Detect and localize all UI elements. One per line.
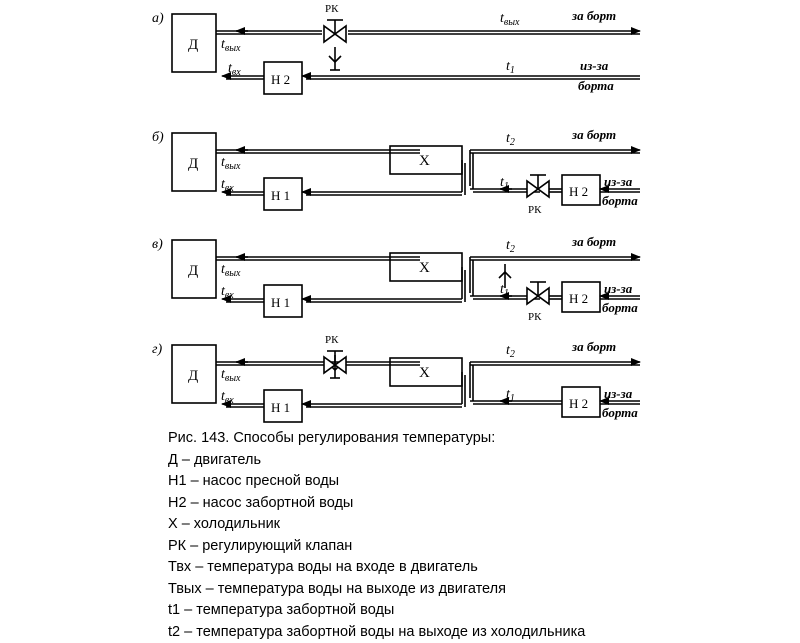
caption-line-valve: РК – регулирующий клапан	[168, 536, 788, 558]
label-intake-v2: борта	[602, 300, 638, 315]
block-label-cooler-g: Х	[419, 365, 430, 381]
t-label-out-v: $t_{вых}$	[221, 262, 241, 279]
t-label-t1-g: $t_1$	[506, 387, 515, 404]
caption-line-h2: Н2 – насос забортной воды	[168, 493, 788, 515]
block-label-h1-b: Н 1	[271, 188, 290, 203]
panel-label-g: г)	[152, 342, 162, 357]
caption-line-tvh: Твх – температура воды на входе в двигатель	[168, 557, 788, 579]
t-label-out-g: $t_{вых}$	[221, 367, 241, 384]
panel-label-v: в)	[152, 237, 163, 252]
caption-line-h1: Н1 – насос пресной воды	[168, 471, 788, 493]
block-label-h1-g: Н 1	[271, 400, 290, 415]
block-label-cooler-v: Х	[419, 260, 430, 276]
valve-label-b: РК	[528, 204, 542, 216]
block-label-engine-b: Д	[188, 156, 198, 172]
block-label-h1-v: Н 1	[271, 295, 290, 310]
caption-line-engine: Д – двигатель	[168, 450, 788, 472]
block-label-h2-a: Н 2	[271, 72, 290, 87]
valve-label-g: РК	[325, 334, 339, 346]
t-label-t1-b: $t_1$	[500, 175, 509, 192]
t-label-in-a: $t_{вх}$	[228, 61, 241, 78]
label-intake-g2: борта	[602, 405, 638, 420]
t-label-t2-v: $t_2$	[506, 238, 515, 255]
block-label-h2-b: Н 2	[569, 184, 588, 199]
caption-line-t1: t1 – температура забортной воды	[168, 600, 788, 622]
t-label-t2-b: $t_2$	[506, 131, 515, 148]
label-intake-a1: из-за	[580, 58, 609, 73]
block-label-h2-v: Н 2	[569, 291, 588, 306]
block-label-engine-g: Д	[188, 368, 198, 384]
t-label-out-a: $t_{вых}$	[221, 37, 241, 54]
block-label-h2-g: Н 2	[569, 396, 588, 411]
panel-a	[172, 14, 640, 94]
t-label-t2-g: $t_2$	[506, 343, 515, 360]
panel-label-a: а)	[152, 11, 164, 26]
t-label-t1-v: $t_1$	[500, 282, 509, 299]
t-label-outline-a: $t_{вых}$	[500, 11, 520, 28]
block-label-cooler-b: Х	[419, 153, 430, 169]
label-intake-a2: борта	[578, 78, 614, 93]
t-label-in-v: $t_{вх}$	[221, 284, 234, 301]
t-label-in-b: $t_{вх}$	[221, 177, 234, 194]
caption-line-t2: t2 – температура забортной воды на выходе из холодильника	[168, 622, 788, 643]
label-intake-v1: из-за	[604, 281, 633, 296]
caption-line-cooler: Х – холодильник	[168, 514, 788, 536]
label-intake-b1: из-за	[604, 174, 633, 189]
label-intake-b2: борта	[602, 193, 638, 208]
label-overboard-a: за борт	[571, 8, 616, 23]
valve-label-v: РК	[528, 311, 542, 323]
t-label-t1-a: $t_1$	[506, 59, 515, 76]
caption-line-tvyh: Твых – температура воды на выходе из двигателя	[168, 579, 788, 601]
t-label-out-b: $t_{вых}$	[221, 155, 241, 172]
label-overboard-g: за борт	[571, 339, 616, 354]
block-label-engine-a: Д	[188, 37, 198, 53]
figure-caption	[168, 428, 788, 643]
valve-label-a: РК	[325, 3, 339, 15]
panel-label-b: б)	[152, 130, 164, 145]
caption-line-title: Рис. 143. Способы регулирования температуры:	[168, 428, 788, 450]
label-overboard-v: за борт	[571, 234, 616, 249]
t-label-in-g: $t_{вх}$	[221, 389, 234, 406]
block-label-engine-v: Д	[188, 263, 198, 279]
label-overboard-b: за борт	[571, 127, 616, 142]
label-intake-g1: из-за	[604, 386, 633, 401]
